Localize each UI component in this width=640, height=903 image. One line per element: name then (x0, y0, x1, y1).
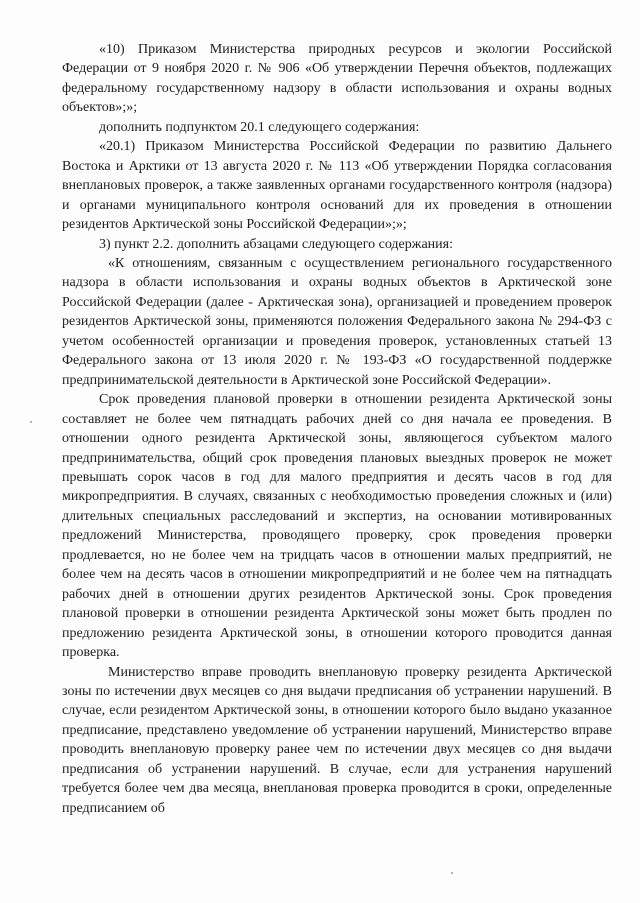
paragraph-add-20-1: дополнить подпунктом 20.1 следующего содержания: (99, 119, 420, 135)
paragraph-item-10: «10) Приказом Министерства природных ресурсов и экологии Российской Федерации от 9 ноября 2020 г. № 906 «Об утверждении Перечня объектов, подлежащих федеральному государственному надзору в области использования и охраны водных объектов»;»; (62, 42, 612, 116)
scan-speck-bottom (451, 872, 453, 874)
scan-speck-left (30, 421, 32, 423)
paragraph-clause-3: 3) пункт 2.2. дополнить абзацами следующего содержания: (99, 236, 453, 252)
document-body (62, 40, 612, 818)
paragraph-item-20-1: «20.1) Приказом Министерства Российской Федерации по развитию Дальнего Востока и Арктики от 13 августа 2020 г. № 113 «Об утверждении Порядка согласования внеплановых проверок, а также заявленных органами государственного контроля (надзора) и органами муниципального контроля оснований для их проведения в отношении резидентов Арктической зоны Российской Федерации»;»; (62, 139, 612, 233)
paragraph-inspection-term: Срок проведения плановой проверки в отношении резидента Арктической зоны составляет не более чем пятнадцать рабочих дней со дня начала ее проведения. В отношении одного резидента Арктической зоны, являющегося субъектом малого предпринимательства, общий срок проведения плановых выездных проверок не может превышать сорок часов в год для малого предприятия и десять часов в год для микропредприятия. В случаях, связанных с необходимостью проведения сложных и (или) длительных специальных расследований и экспертиз, на основании мотивированных предложений Министерства, проводящего проверку, срок проведения проверки продлевается, но не более чем на тридцать часов в отношении малых предприятий, не более чем на десять часов в отношении микропредприятий и не более чем на пятнадцать рабочих дней в отношении других резидентов Арктической зоны. Срок проведения плановой проверки в отношении резидента Арктической зоны может быть продлен по предложению резидента Арктической зоны, в отношении которого проводится данная проверка. (62, 392, 612, 661)
paragraph-unscheduled-inspection: Министерство вправе проводить внеплановую проверку резидента Арктической зоны по истечении двух месяцев со дня выдачи предписания об устранении нарушений. В случае, если резидентом Арктической зоны, в отношении которого было выдано указанное предписание, представлено уведомление об устранении нарушений, Министерство вправе проводить внеплановую проверку ранее чем по истечении двух месяцев со дня выдачи предписания об устранении нарушений. В случае, если для устранения нарушений требуется более чем два месяца, внеплановая проверка проводится в сроки, определенные предписанием об (62, 664, 612, 816)
paragraph-arctic-relations: «К отношениям, связанным с осуществлением регионального государственного надзора в области использования и охраны водных объектов в Арктической зоне Российской Федерации (далее - Арктическая зона), организацией и проведением проверок резидентов Арктической зоны, применяются положения Федерального закона № 294-ФЗ с учетом особенностей организации и проведения проверок, установленных статьей 13 Федерального закона от 13 июля 2020 г. № 193-ФЗ «О государственной поддержке предпринимательской деятельности в Арктической зоне Российской Федерации». (62, 255, 612, 388)
